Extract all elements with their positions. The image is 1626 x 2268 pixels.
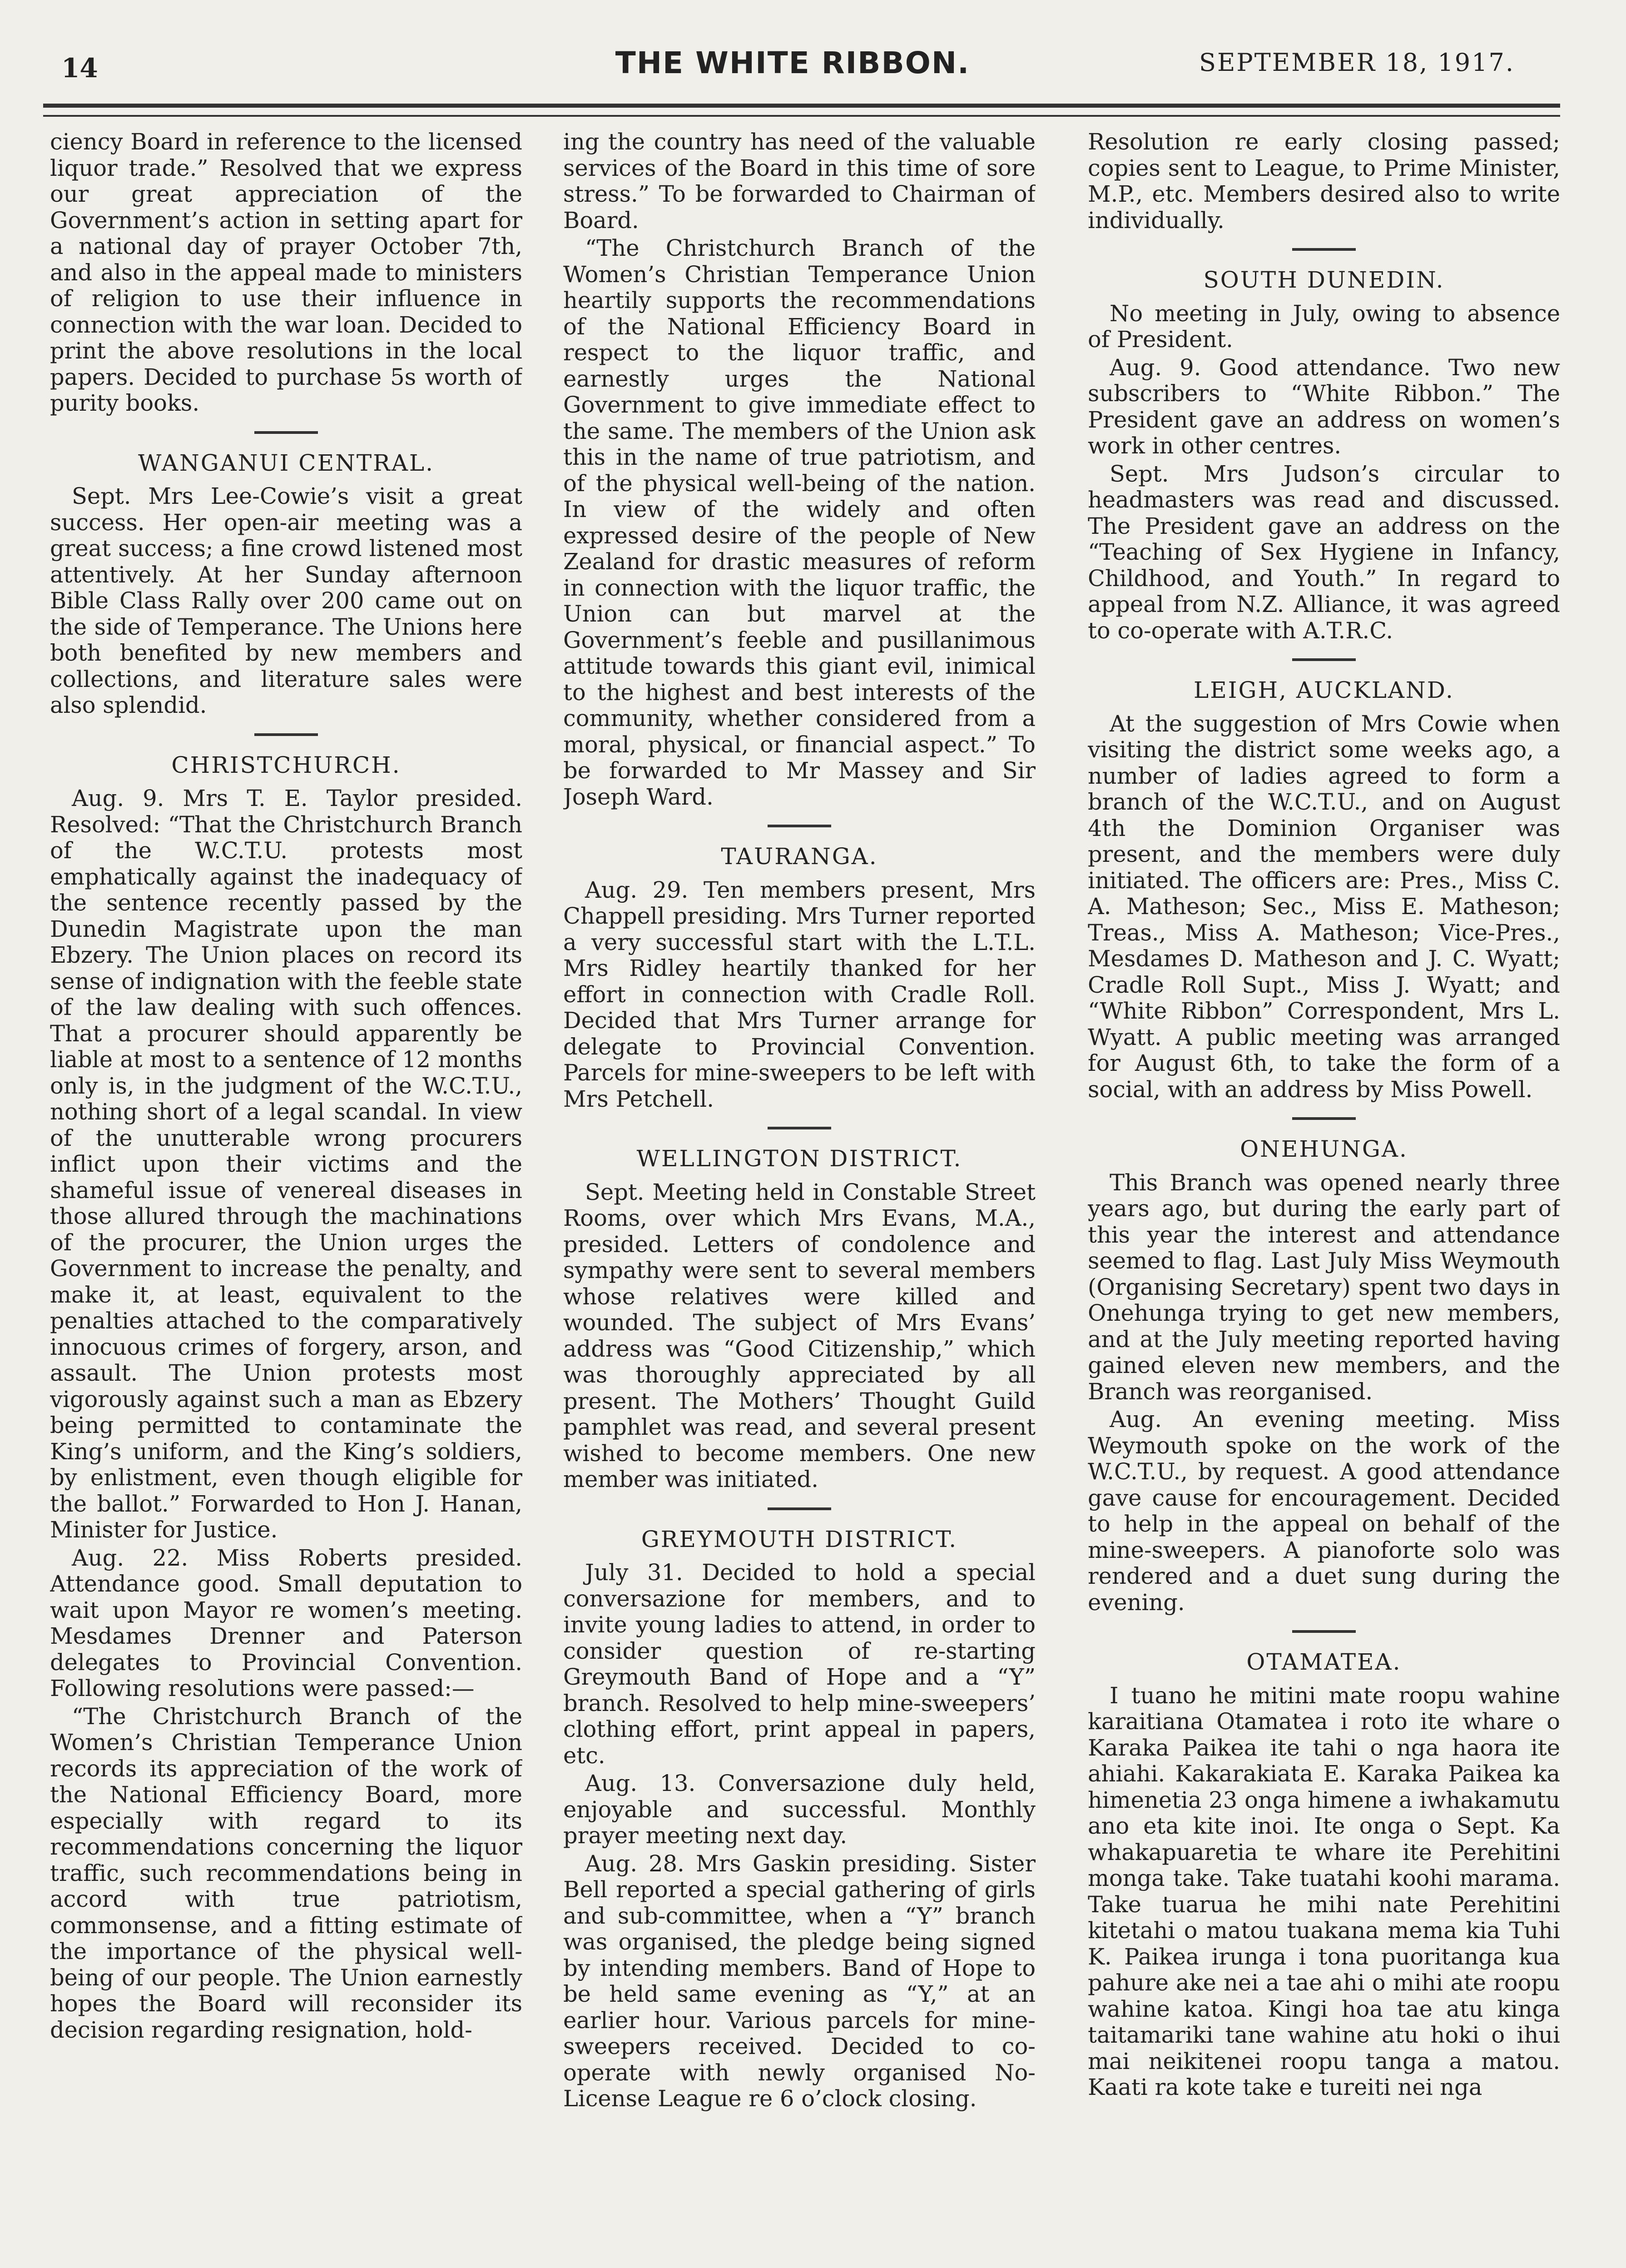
section-divider (1292, 1117, 1356, 1120)
section-heading-south-dunedin: SOUTH DUNEDIN. (1203, 267, 1445, 293)
article-paragraph: ciency Board in reference to the licensed liquor trade.” Resolved that we express our great appreciation of the Government’s action in setting apart for a national day of prayer October 7th, and also in the appeal made to ministers of religion to use their influence in connection with the war loan. Decided to print the above resolutions in the local papers. Decided to purchase 5s worth of purity books. (50, 129, 522, 416)
section-heading-wellington: WELLINGTON DISTRICT. (636, 1145, 962, 1172)
article-paragraph: Aug. 28. Mrs Gaskin presiding. Sister Bell reported a special gathering of girls and sub-committee, when a “Y” branch was organised, the pledge being signed by intending members. Band of Hope to be held same evening as “Y,” at an earlier hour. Various parcels for mine-sweepers received. Decided to co-operate with newly organised No-License League re 6 o’clock closing. (563, 1850, 1036, 2112)
section-heading-otamatea: OTAMATEA. (1246, 1649, 1402, 1675)
section-divider (768, 1507, 831, 1510)
article-paragraph: ing the country has need of the valuable services of the Board in this time of sore stress.” To be forwarded to Chairman of Board. (563, 129, 1036, 234)
section-heading-tauranga: TAURANGA. (721, 843, 878, 870)
article-paragraph: Aug. 9. Mrs T. E. Taylor presided. Resolved: “That the Christchurch Branch of the W.C.T.U. protests most emphatically against the inadequacy of the sentence recently passed by the Dunedin Magistrate upon the man Ebzery. The Union places on record its sense of indignation with the feeble state of the law dealing with such offences. That a procurer should apparently be liable at most to a sentence of 12 months only is, in the judgment of the W.C.T.U., nothing short of a legal scandal. In view of the unutterable wrong procurers inflict upon their victims and the shameful issue of venereal diseases in those allured through the machinations of the procurer, the Union urges the Government to increase the penalty, and make it, at least, equivalent to the penalties attached to the comparatively innocuous crimes of forgery, arson, and assault. The Union protests most vigorously against such a man as Ebzery being permitted to contaminate the King’s uniform, and the King’s soldiers, by enlistment, even though eligible for the ballot.” Forwarded to Hon J. Hanan, Minister for Justice. (50, 785, 522, 1543)
section-divider (768, 825, 831, 827)
article-paragraph: Aug. An evening meeting. Miss Weymouth spoke on the work of the W.C.T.U., by request. A good attendance gave cause for encouragement. Decided to help in the appeal on behalf of the mine-sweepers. A pianoforte solo was rendered and a duet sung during the evening. (1088, 1406, 1560, 1616)
masthead (43, 32, 1542, 86)
section-divider (1292, 1630, 1356, 1633)
article-paragraph: I tuano he mitini mate roopu wahine karaitiana Otamatea i roto ite whare o Karaka Paikea ite tahi o nga haora ite ahiahi. Kakarakiata E. Karaka Paikea ka himenetia 23 onga himene a iwhakamutu ano eta kite inoi. Ite onga o Sept. Ka whakapuaretia te whare ite Perehitini monga take. Take tuatahi koohi marama. Take tuarua he mihi nate Perehitini kitetahi o matou tuakana mema kia Tuhi K. Paikea irunga i tona puoritanga kua pahure ake nei a tae ahi o mihi ate roopu wahine katoa. Kingi hoa tae atu kinga taitamariki tane wahine atu hoki o ihui mai neikitenei roopu tanga a matou. Kaati ra kote take e tureiti nei nga (1088, 1682, 1560, 2100)
article-paragraph: “The Christchurch Branch of the Women’s Christian Temperance Union heartily supports the recommendations of the National Efficiency Board in respect to the liquor traffic, and earnestly urges the National Government to give immediate effect to the same. The members of the Union ask this in the name of true patriotism, and of the physical well-being of the nation. In view of the widely and often expressed desire of the people of New Zealand for drastic measures of reform in connection with the liquor traffic, the Union can but marvel at the Government’s feeble and pusillanimous attitude towards this giant evil, inimical to the highest and best interests of the community, whether considered from a moral, physical, or financial aspect.” To be forwarded to Mr Massey and Sir Joseph Ward. (563, 235, 1036, 810)
section-divider (768, 1127, 831, 1129)
article-paragraph: Aug. 13. Conversazione duly held, enjoyable and successful. Monthly prayer meeting next day. (563, 1770, 1036, 1849)
issue-date: SEPTEMBER 18, 1917. (1199, 48, 1515, 77)
article-paragraph: Sept. Mrs Judson’s circular to headmasters was read and discussed. The President gave an address on the “Teaching of Sex Hygiene in Infancy, Childhood, and Youth.” In regard to appeal from N.Z. Alliance, it was agreed to co-operate with A.T.R.C. (1088, 460, 1560, 644)
section-divider (254, 431, 318, 434)
article-paragraph: Aug. 29. Ten members present, Mrs Chappell presiding. Mrs Turner reported a very successful start with the L.T.L. Mrs Ridley heartily thanked for her effort in connection with Cradle Roll. Decided that Mrs Turner arrange for delegate to Provincial Convention. Parcels for mine-sweepers to be left with Mrs Petchell. (563, 876, 1036, 1112)
section-heading-wanganui: WANGANUI CENTRAL. (138, 449, 435, 476)
section-divider (1292, 658, 1356, 661)
article-paragraph: This Branch was opened nearly three years ago, but during the early part of this year the interest and attendance seemed to flag. Last July Miss Weymouth (Organising Secretary) spent two days in Onehunga trying to get new members, and at the July meeting reported having gained eleven new members, and the Branch was reorganised. (1088, 1169, 1560, 1405)
article-paragraph: Aug. 22. Miss Roberts presided. Attendance good. Small deputation to wait upon Mayor re women’s meeting. Mesdames Drenner and Paterson delegates to Provincial Convention. Following resolutions were passed:— (50, 1544, 522, 1701)
section-heading-onehunga: ONEHUNGA. (1240, 1136, 1408, 1162)
article-paragraph: Resolution re early closing passed; copies sent to League, to Prime Minister, M.P., etc. Members desired also to write individually. (1088, 129, 1560, 234)
section-heading-leigh: LEIGH, AUCKLAND. (1194, 677, 1454, 703)
section-heading-greymouth: GREYMOUTH DISTRICT. (641, 1526, 958, 1552)
page-number: 14 (61, 53, 98, 84)
column-2 (563, 129, 1036, 2192)
article-paragraph: At the suggestion of Mrs Cowie when visiting the district some weeks ago, a number of ladies agreed to form a branch of the W.C.T.U., and on August 4th the Dominion Organiser was present, and the members were duly initiated. The officers are: Pres., Miss C. A. Matheson; Sec., Miss E. Matheson; Treas., Miss A. Matheson; Vice-Pres., Mesdames D. Matheson and J. C. Wyatt; Cradle Roll Supt., Miss J. Wyatt; and “White Ribbon” Correspondent, Mrs L. Wyatt. A public meeting was arranged for August 6th, to take the form of a social, with an address by Miss Powell. (1088, 710, 1560, 1103)
column-1 (50, 129, 522, 2192)
article-paragraph: “The Christchurch Branch of the Women’s Christian Temperance Union records its appreciation of the work of the National Efficiency Board, more especially with regard to its recommendations concerning the liquor traffic, such recommendations being in accord with true patriotism, commonsense, and a fitting estimate of the importance of the physical well-being of our people. The Union earnestly hopes the Board will reconsider its decision regarding resignation, hold- (50, 1703, 522, 2043)
article-paragraph: No meeting in July, owing to absence of President. (1088, 300, 1560, 353)
section-divider (1292, 248, 1356, 251)
article-paragraph: July 31. Decided to hold a special conversazione for members, and to invite young ladies to attend, in order to consider question of re-starting Greymouth Band of Hope and a “Y” branch. Resolved to help mine-sweepers’ clothing effort, print appeal in papers, etc. (563, 1559, 1036, 1769)
section-divider (254, 733, 318, 736)
paper-title: THE WHITE RIBBON. (615, 45, 970, 80)
section-heading-christchurch: CHRISTCHURCH. (171, 751, 401, 778)
column-3 (1088, 129, 1560, 2192)
header-rule (43, 104, 1560, 117)
article-paragraph: Aug. 9. Good attendance. Two new subscribers to “White Ribbon.” The President gave an address on women’s work in other centres. (1088, 354, 1560, 459)
article-paragraph: Sept. Meeting held in Constable Street Rooms, over which Mrs Evans, M.A., presided. Letters of condolence and sympathy were sent to several members whose relatives were killed and wounded. The subject of Mrs Evans’ address was “Good Citizenship,” which was thoroughly appreciated by all present. The Mothers’ Thought Guild pamphlet was read, and several present wished to become members. One new member was initiated. (563, 1179, 1036, 1492)
article-paragraph: Sept. Mrs Lee-Cowie’s visit a great success. Her open-air meeting was a great success; a fine crowd listened most attentively. At her Sunday afternoon Bible Class Rally over 200 came out on the side of Temperance. The Unions here both benefited by new members and collections, and literature sales were also splendid. (50, 483, 522, 718)
